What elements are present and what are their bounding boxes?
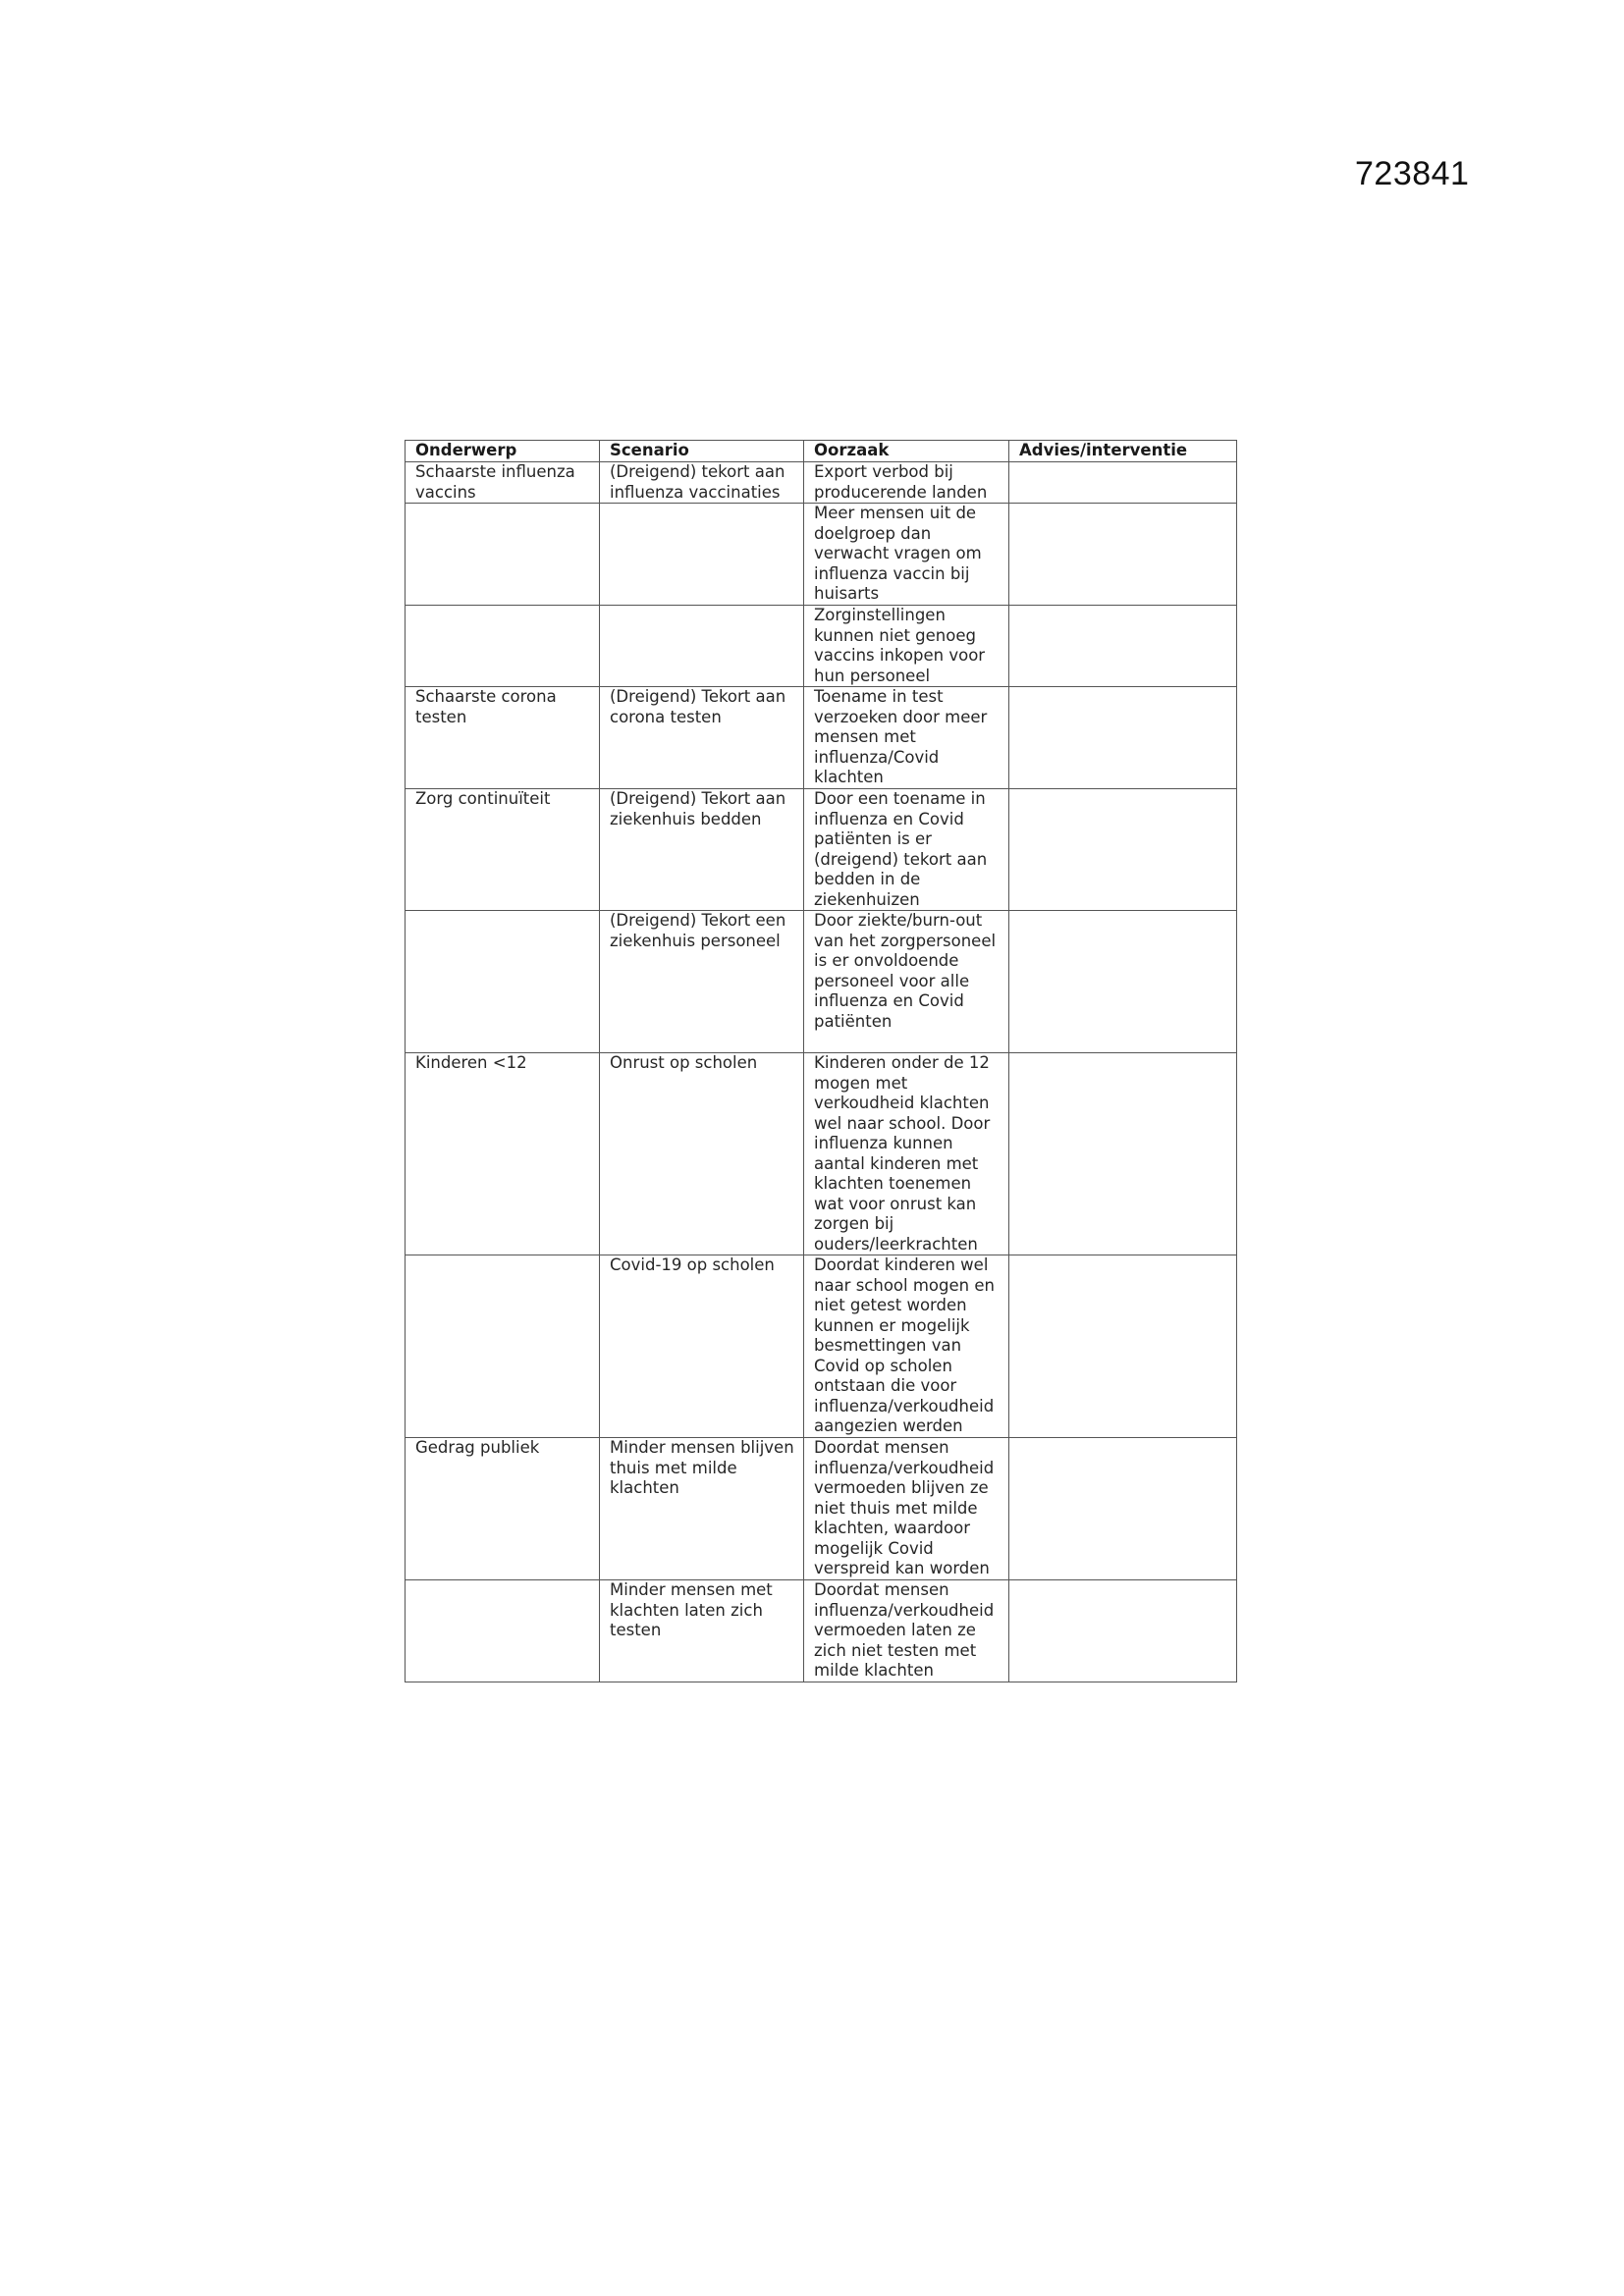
cell-onderwerp: Zorg continuïteit xyxy=(406,789,600,911)
cell-advies xyxy=(1009,789,1237,911)
cell-advies xyxy=(1009,1053,1237,1255)
cell-scenario: (Dreigend) tekort aan influenza vaccinaties xyxy=(600,462,804,504)
cell-scenario xyxy=(600,504,804,606)
cell-scenario: Onrust op scholen xyxy=(600,1053,804,1255)
table-row xyxy=(406,462,1237,504)
cell-advies xyxy=(1009,462,1237,504)
table-row xyxy=(406,1580,1237,1682)
cell-advies xyxy=(1009,911,1237,1053)
cell-advies xyxy=(1009,687,1237,789)
cell-oorzaak: Door ziekte/burn-out van het zorgpersoneel is er onvoldoende personeel voor alle influenza en Covid patiënten xyxy=(804,911,1009,1053)
cell-advies xyxy=(1009,1438,1237,1580)
table-header xyxy=(406,441,1237,462)
header-scenario: Scenario xyxy=(600,441,804,462)
cell-scenario: (Dreigend) Tekort aan corona testen xyxy=(600,687,804,789)
cell-scenario: Covid-19 op scholen xyxy=(600,1255,804,1438)
cell-advies xyxy=(1009,606,1237,687)
header-onderwerp: Onderwerp xyxy=(406,441,600,462)
cell-scenario xyxy=(600,606,804,687)
table-row xyxy=(406,1438,1237,1580)
cell-onderwerp xyxy=(406,911,600,1053)
scenario-table-container xyxy=(405,440,1236,1682)
cell-onderwerp xyxy=(406,606,600,687)
cell-oorzaak: Toename in test verzoeken door meer mensen met influenza/Covid klachten xyxy=(804,687,1009,789)
cell-onderwerp xyxy=(406,504,600,606)
cell-oorzaak: Doordat mensen influenza/verkoudheid vermoeden laten ze zich niet testen met milde klachten xyxy=(804,1580,1009,1682)
table-row xyxy=(406,911,1237,1053)
header-advies: Advies/interventie xyxy=(1009,441,1237,462)
scenario-table xyxy=(405,440,1237,1682)
cell-oorzaak: Doordat mensen influenza/verkoudheid vermoeden blijven ze niet thuis met milde klachten, waardoor mogelijk Covid verspreid kan worden xyxy=(804,1438,1009,1580)
cell-advies xyxy=(1009,1580,1237,1682)
table-row xyxy=(406,1053,1237,1255)
header-row xyxy=(406,441,1237,462)
cell-scenario: (Dreigend) Tekort aan ziekenhuis bedden xyxy=(600,789,804,911)
table-row xyxy=(406,687,1237,789)
cell-onderwerp: Gedrag publiek xyxy=(406,1438,600,1580)
cell-oorzaak: Kinderen onder de 12 mogen met verkoudheid klachten wel naar school. Door influenza kunnen aantal kinderen met klachten toenemen wat voor onrust kan zorgen bij ouders/leerkrachten xyxy=(804,1053,1009,1255)
cell-scenario: Minder mensen blijven thuis met milde klachten xyxy=(600,1438,804,1580)
cell-onderwerp: Kinderen <12 xyxy=(406,1053,600,1255)
header-oorzaak: Oorzaak xyxy=(804,441,1009,462)
table-row xyxy=(406,504,1237,606)
cell-scenario: Minder mensen met klachten laten zich testen xyxy=(600,1580,804,1682)
cell-onderwerp: Schaarste corona testen xyxy=(406,687,600,789)
table-row xyxy=(406,789,1237,911)
table-row xyxy=(406,1255,1237,1438)
table-row xyxy=(406,606,1237,687)
cell-onderwerp xyxy=(406,1580,600,1682)
cell-oorzaak: Meer mensen uit de doelgroep dan verwacht vragen om influenza vaccin bij huisarts xyxy=(804,504,1009,606)
cell-onderwerp xyxy=(406,1255,600,1438)
cell-onderwerp: Schaarste influenza vaccins xyxy=(406,462,600,504)
cell-advies xyxy=(1009,1255,1237,1438)
cell-oorzaak: Doordat kinderen wel naar school mogen en niet getest worden kunnen er mogelijk besmettingen van Covid op scholen ontstaan die voor influenza/verkoudheid aangezien werden xyxy=(804,1255,1009,1438)
document-number: 723841 xyxy=(1355,155,1470,192)
cell-advies xyxy=(1009,504,1237,606)
cell-scenario: (Dreigend) Tekort een ziekenhuis personeel xyxy=(600,911,804,1053)
cell-oorzaak: Zorginstellingen kunnen niet genoeg vaccins inkopen voor hun personeel xyxy=(804,606,1009,687)
cell-oorzaak: Door een toename in influenza en Covid patiënten is er (dreigend) tekort aan bedden in de ziekenhuizen xyxy=(804,789,1009,911)
cell-oorzaak: Export verbod bij producerende landen xyxy=(804,462,1009,504)
table-body xyxy=(406,462,1237,1682)
